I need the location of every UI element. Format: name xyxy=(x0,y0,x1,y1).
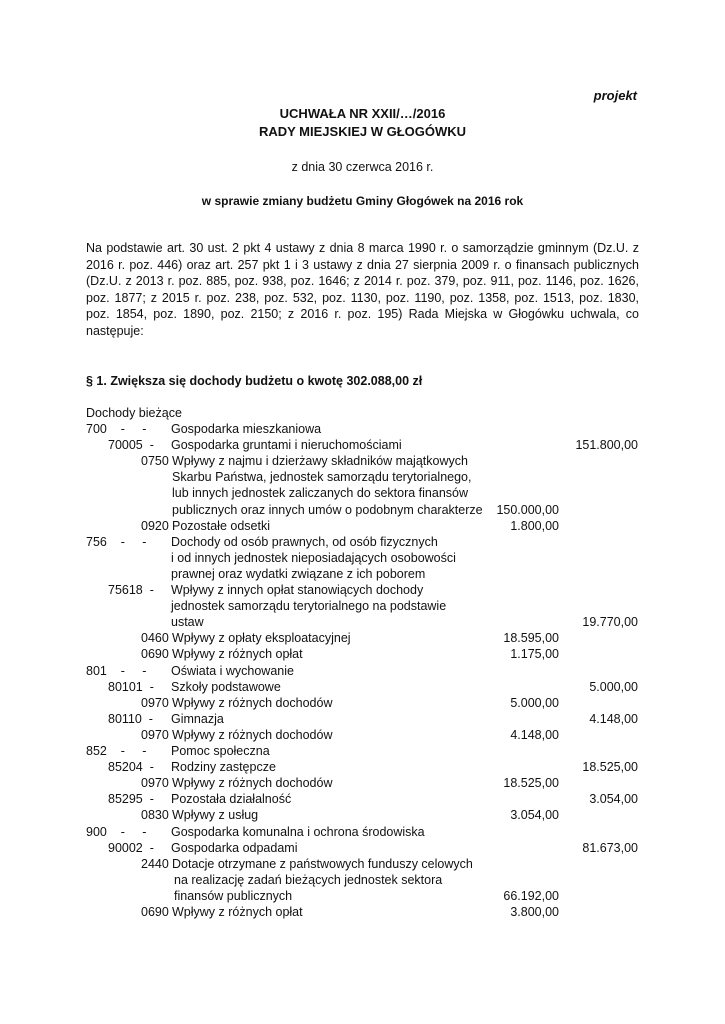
row-amount-detail: 5.000,00 xyxy=(510,695,559,710)
resolution-subject: w sprawie zmiany budżetu Gminy Głogówek na 2016 rok xyxy=(201,194,524,208)
row-code: 852 - - xyxy=(86,744,147,758)
row-code: 0830 xyxy=(141,808,169,823)
row-amount-total: 3.054,00 xyxy=(589,792,638,807)
row-code: 0690 xyxy=(141,905,169,919)
row-amount-total: 151.800,00 xyxy=(575,438,638,453)
row-label: Szkoły podstawowe xyxy=(171,679,281,694)
row-label: publicznych oraz innych umów o podobnym charakterze xyxy=(172,502,483,517)
row-code: 0970 xyxy=(141,776,169,791)
row-code: 0970 xyxy=(141,695,169,710)
row-amount-detail: 4.148,00 xyxy=(510,727,559,742)
row-label: Skarbu Państwa, jednostek samorządu terytorialnego, xyxy=(172,470,472,485)
row-label: Oświata i wychowanie xyxy=(171,663,294,678)
row-label: Dotacje otrzymane z państwowych funduszy celowych xyxy=(172,856,473,871)
row-amount-detail: 1.800,00 xyxy=(510,518,559,533)
row-label: Wpływy z opłaty eksploatacyjnej xyxy=(172,631,351,646)
row-amount-detail: 18.595,00 xyxy=(503,631,559,646)
row-label: Wpływy z różnych dochodów xyxy=(172,727,333,742)
row-amount-detail: 18.525,00 xyxy=(503,776,559,791)
row-label: Wpływy z różnych opłat xyxy=(172,647,303,662)
row-code: 801 - - xyxy=(86,663,147,678)
row-label: finansów publicznych xyxy=(174,888,293,903)
row-code: 756 - - xyxy=(86,534,147,549)
row-label: Wpływy z innych opłat stanowiących dochody xyxy=(171,583,424,597)
row-label: jednostek samorządu terytorialnego na podstawie xyxy=(171,599,447,614)
preamble xyxy=(86,240,639,339)
row-label: Wpływy z usług xyxy=(172,808,259,823)
row-label: Pozostałe odsetki xyxy=(172,518,270,533)
row-label: i od innych jednostek nieposiadających osobowości xyxy=(171,550,456,565)
row-label: Gospodarka gruntami i nieruchomościami xyxy=(171,438,402,453)
council-name: RADY MIEJSKIEJ W GŁOGÓWKU xyxy=(258,124,467,139)
row-label: Gimnazja xyxy=(171,711,224,726)
row-label: Gospodarka komunalna i ochrona środowiska xyxy=(171,824,425,839)
row-amount-total: 81.673,00 xyxy=(582,840,638,855)
row-code: 70005 - xyxy=(108,438,154,453)
preamble-text: Na podstawie art. 30 ust. 2 pkt 4 ustawy z dnia 8 marca 1990 r. o samorządzie gminnym (Dz.U. z 2016 r. poz. 446) oraz art. 257 pkt 1 i 3 ustawy z dnia 27 sierpnia 2009 r. o finansach publicznych (Dz.U. z 2013 r. poz. 885, poz. 938, poz. 1646; z 2014 r. poz. 379, poz. 911, poz. 1146, poz. 1626, poz. 1877; z 2015 r. poz. 238, poz. 532, poz. 1130, poz. 1190, poz. 1358, poz. 1513, poz. 1830, poz. 1854, poz. 1890, poz. 2150; z 2016 r. poz. 195) Rada Miejska w Głogówku uchwala, co następuje: xyxy=(86,241,639,338)
row-code: 75618 - xyxy=(108,583,154,597)
row-label: Wpływy z różnych dochodów xyxy=(172,776,333,791)
row-amount-detail: 150.000,00 xyxy=(496,502,559,517)
row-label: Pomoc społeczna xyxy=(171,744,270,758)
row-label: na realizację zadań bieżących jednostek sektora xyxy=(174,872,443,887)
row-amount-detail: 3.054,00 xyxy=(510,808,559,823)
row-label: Gospodarka odpadami xyxy=(171,840,298,855)
row-code: 900 - - xyxy=(86,824,147,839)
row-code: 85204 - xyxy=(108,760,154,775)
row-amount-total: 18.525,00 xyxy=(582,760,638,775)
row-code: 0460 xyxy=(141,631,169,646)
row-code: 0970 xyxy=(141,727,169,742)
section-1-heading: § 1. Zwiększa się dochody budżetu o kwotę 302.088,00 zł xyxy=(86,374,423,388)
row-amount-total: 19.770,00 xyxy=(582,615,638,630)
income-category: Dochody bieżące xyxy=(86,406,182,420)
row-label: Pozostała działalność xyxy=(171,792,292,807)
row-label: Wpływy z najmu i dzierżawy składników majątkowych xyxy=(172,454,468,469)
row-amount-detail: 3.800,00 xyxy=(510,905,559,919)
row-code: 85295 - xyxy=(108,792,154,807)
row-amount-detail: 1.175,00 xyxy=(510,647,559,662)
row-label: Wpływy z różnych dochodów xyxy=(172,695,333,710)
row-label: prawnej oraz wydatki związane z ich poborem xyxy=(171,566,426,581)
row-label: Dochody od osób prawnych, od osób fizycznych xyxy=(171,534,438,549)
row-code: 2440 xyxy=(141,856,169,871)
row-label: Wpływy z różnych opłat xyxy=(172,905,303,919)
resolution-date: z dnia 30 czerwca 2016 r. xyxy=(291,160,434,174)
row-code: 80101 - xyxy=(108,679,154,694)
row-label: ustaw xyxy=(171,615,204,630)
row-label: Rodziny zastępcze xyxy=(171,760,276,775)
row-code: 0750 xyxy=(141,454,169,469)
row-code: 0920 xyxy=(141,518,169,533)
resolution-number: UCHWAŁA NR XXII/…/2016 xyxy=(279,106,446,121)
row-code: 90002 - xyxy=(108,840,154,855)
row-amount-total: 4.148,00 xyxy=(589,711,638,726)
row-amount-detail: 66.192,00 xyxy=(503,888,559,903)
row-code: 0690 xyxy=(141,647,169,662)
row-label: Gospodarka mieszkaniowa xyxy=(171,422,322,436)
row-label: lub innych jednostek zaliczanych do sektora finansów xyxy=(172,486,469,501)
row-amount-total: 5.000,00 xyxy=(589,679,638,694)
row-code: 80110 - xyxy=(108,711,153,726)
draft-label: projekt xyxy=(593,88,637,103)
row-code: 700 - - xyxy=(86,422,147,436)
